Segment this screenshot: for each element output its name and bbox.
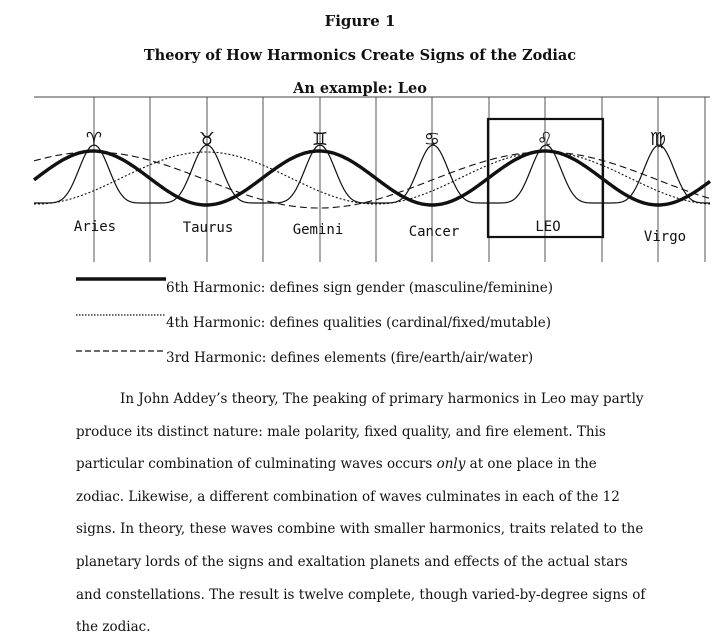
sign-label: Virgo bbox=[643, 229, 687, 245]
sign-glyph-icon: ♈ bbox=[85, 129, 103, 150]
paragraph-emphasis: only bbox=[436, 456, 466, 473]
sign-labels bbox=[74, 219, 686, 245]
sign-glyph-icon: ♋ bbox=[423, 129, 441, 150]
legend-text: 6th Harmonic: defines sign gender (masculine/feminine) bbox=[166, 280, 553, 296]
chart-grid bbox=[34, 97, 710, 262]
body-paragraph bbox=[76, 383, 646, 644]
legend-text: 4th Harmonic: defines qualities (cardinal/fixed/mutable) bbox=[166, 315, 552, 331]
legend-dashed-line bbox=[76, 347, 166, 367]
figure-label: Figure 1 bbox=[324, 12, 396, 30]
sign-glyph-icon: ♍ bbox=[649, 129, 667, 150]
sign-glyph-icon: ♉ bbox=[198, 129, 216, 150]
figure-subtitle: An example: Leo bbox=[293, 80, 427, 97]
paragraph-text-1: In John Addey’s theory, The peaking of primary harmonics in Leo may partly produce its distinct nature: male polarity, fixed quality, and fire element. This particular combination of culminating waves occurs bbox=[76, 391, 644, 473]
sign-label: Gemini bbox=[292, 222, 344, 238]
sign-label: Cancer bbox=[408, 224, 460, 240]
harmonics-diagram bbox=[0, 92, 720, 272]
legend-item-3rd-harmonic bbox=[76, 347, 676, 369]
legend-text: 3rd Harmonic: defines elements (fire/earth/air/water) bbox=[166, 350, 534, 366]
legend-dotted-line bbox=[76, 312, 166, 332]
wave-4th-harmonic bbox=[34, 152, 710, 204]
figure-title: Theory of How Harmonics Create Signs of the Zodiac bbox=[143, 47, 577, 64]
sign-glyph-icon: ♌ bbox=[536, 129, 554, 150]
legend-thick-line bbox=[76, 277, 166, 297]
sign-label: Aries bbox=[73, 219, 117, 235]
wave-6th-harmonic bbox=[34, 151, 710, 205]
wave-3rd-harmonic bbox=[34, 152, 710, 208]
sign-label: LEO bbox=[535, 219, 561, 235]
harmonic-waves bbox=[34, 145, 710, 208]
paragraph-text-2: at one place in the zodiac. Likewise, a different combination of waves culminates in each of the 12 signs. In theory, these waves combine with smaller harmonics, traits related to the planetary lords of the signs and exaltation planets and effects of the actual stars and constellations. The result is twelve complete, though varied-by-degree signs of the zodiac. bbox=[76, 456, 646, 636]
legend-item-6th-harmonic bbox=[76, 277, 676, 299]
legend-item-4th-harmonic bbox=[76, 312, 676, 334]
sign-label: Taurus bbox=[182, 220, 234, 236]
sign-glyph-icon: ♊ bbox=[311, 129, 329, 150]
